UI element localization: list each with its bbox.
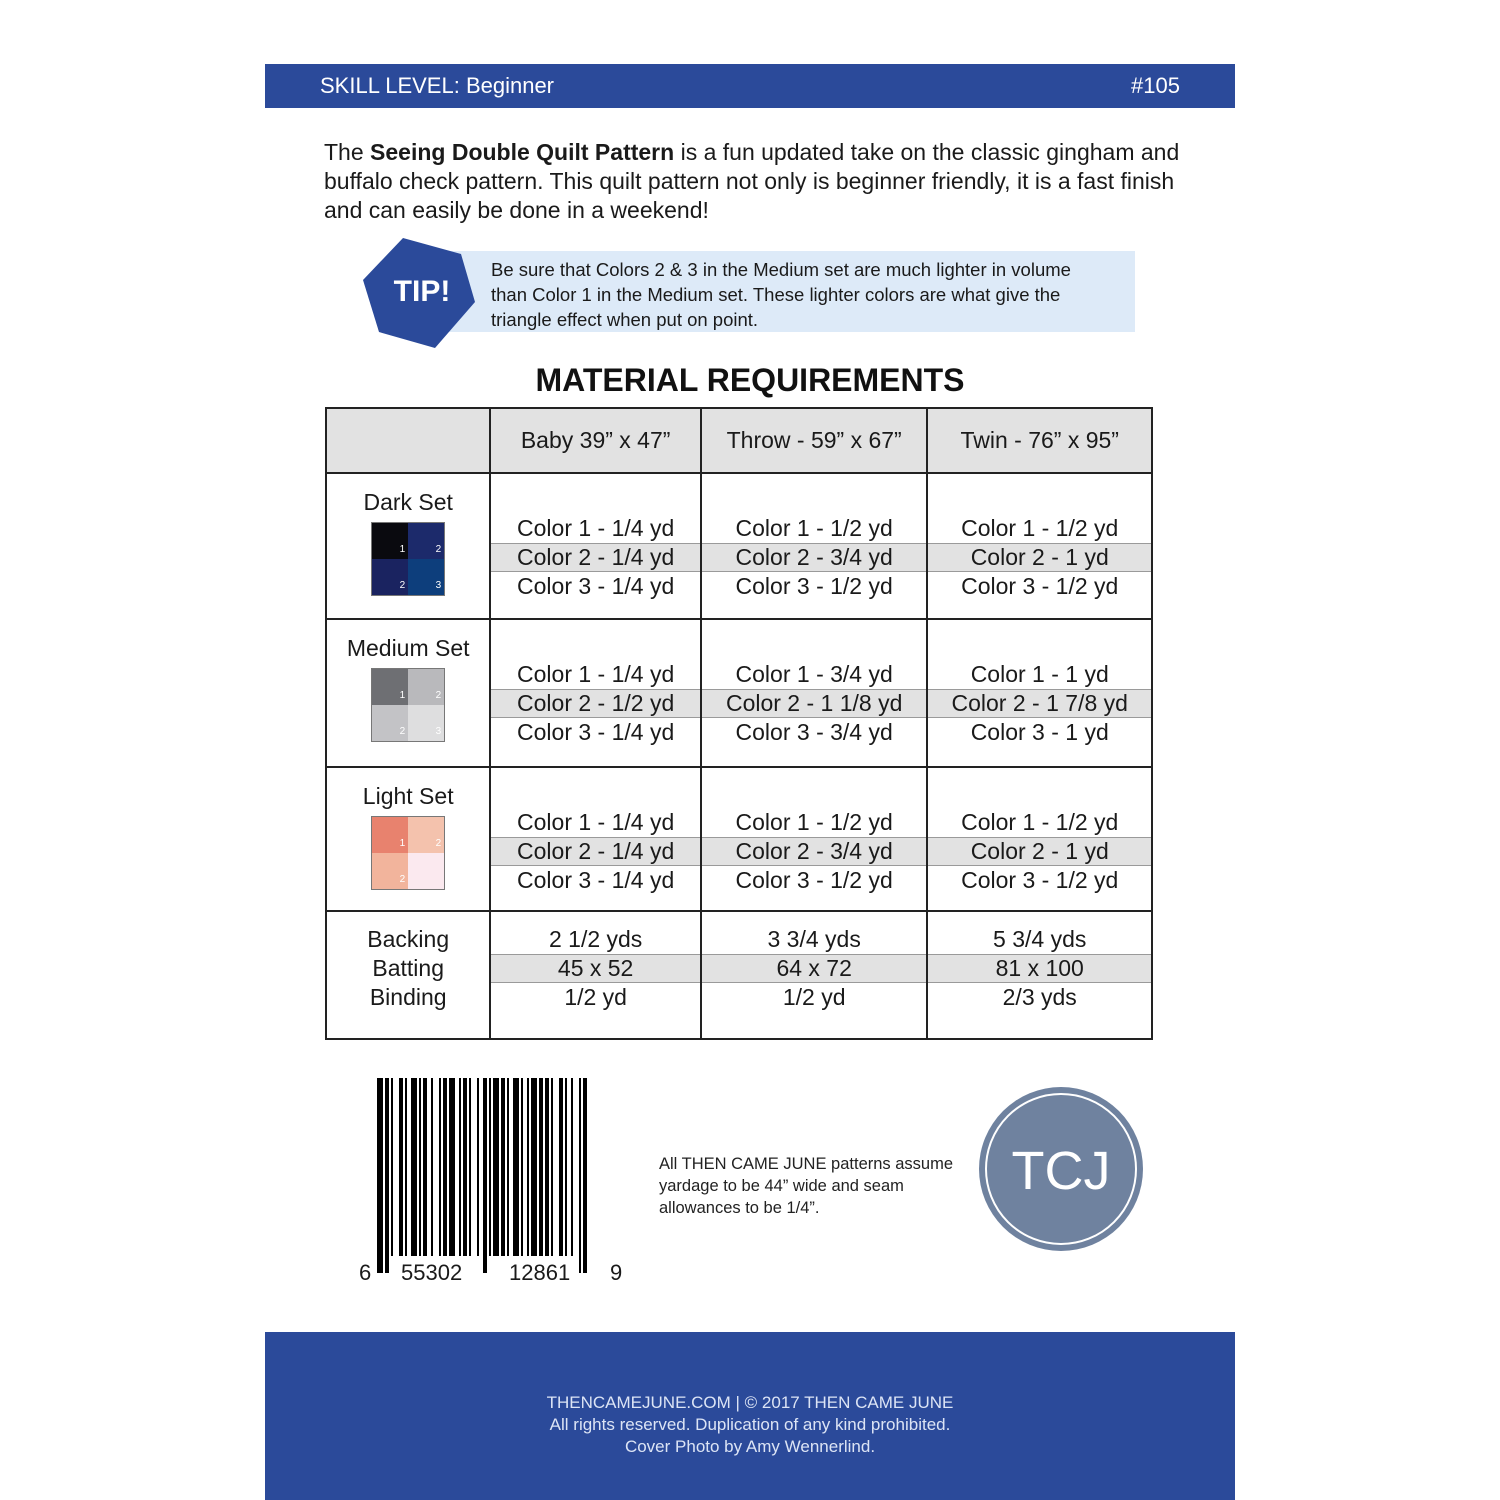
swatch-square xyxy=(408,705,444,741)
barcode-bar xyxy=(463,1078,467,1256)
swatch-number: 3 xyxy=(435,580,442,591)
swatch-number: 1 xyxy=(399,690,406,701)
barcode-bar xyxy=(579,1078,581,1273)
barcode-bar xyxy=(501,1078,505,1256)
header-empty-cell xyxy=(326,408,490,473)
table-header-row xyxy=(326,408,1152,473)
swatch-number: 2 xyxy=(435,690,442,701)
barcode-bar xyxy=(539,1078,543,1256)
values-cell xyxy=(927,767,1152,911)
barcode-bar xyxy=(411,1078,417,1256)
barcode-bar xyxy=(559,1078,563,1256)
barcode-bar xyxy=(459,1078,461,1256)
binding-label: Binding xyxy=(369,984,447,1010)
value-line: Color 2 - 3/4 yd xyxy=(702,837,927,866)
barcode-digit-group: 55302 xyxy=(401,1260,463,1285)
table-row-dark-set xyxy=(326,473,1152,619)
barcode-bar xyxy=(521,1078,523,1256)
value-line: Color 1 - 3/4 yd xyxy=(735,661,893,687)
values-cell xyxy=(701,473,928,619)
barcode-bar xyxy=(545,1078,549,1256)
barcode-bar xyxy=(513,1078,519,1256)
value-line: Color 3 - 1/4 yd xyxy=(517,867,675,893)
value-line: Color 1 - 1/4 yd xyxy=(517,661,675,687)
intro-text: is a fun updated take on the classic gingham and buffalo check pattern. This quilt pattern not only is beginner friendly, it is a fast finish and can easily be done in a weekend! xyxy=(324,139,1180,223)
value-line: Color 3 - 1 yd xyxy=(970,719,1109,745)
barcode-bar xyxy=(423,1078,427,1256)
swatch-square xyxy=(408,853,444,889)
swatch-square xyxy=(372,523,408,559)
swatch-number: 2 xyxy=(399,580,406,591)
intro-paragraph xyxy=(324,138,1194,225)
intro-prefix: The xyxy=(324,139,371,165)
value-line: Color 3 - 1/4 yd xyxy=(517,573,675,599)
finishing-labels xyxy=(327,912,489,1012)
barcode-bar xyxy=(399,1078,403,1256)
skill-level: SKILL LEVEL: Beginner xyxy=(320,73,555,98)
value-line: Color 1 - 1/2 yd xyxy=(735,515,893,541)
values-cell xyxy=(490,911,701,1039)
barcode-bar xyxy=(443,1078,447,1256)
values-cell xyxy=(927,619,1152,767)
value-line: Color 2 - 1/4 yd xyxy=(491,837,700,866)
swatch-square xyxy=(372,705,408,741)
value-line: 81 x 100 xyxy=(928,954,1151,983)
barcode-digit-group: 12861 xyxy=(509,1260,571,1285)
table-row-light-set xyxy=(326,767,1152,911)
footer-photo-credit: Cover Photo by Amy Wennerlind. xyxy=(624,1437,876,1456)
swatch-number: 1 xyxy=(399,838,406,849)
barcode-bar xyxy=(431,1078,433,1256)
medium-set-swatch xyxy=(371,668,445,742)
value-line: 64 x 72 xyxy=(702,954,927,983)
barcode-bar xyxy=(571,1078,573,1256)
skill-level-bar xyxy=(265,64,1235,108)
values-cell xyxy=(927,473,1152,619)
barcode-bar xyxy=(391,1078,393,1256)
barcode-bar xyxy=(527,1078,529,1256)
dark-set-swatch xyxy=(371,522,445,596)
barcode-bar xyxy=(507,1078,509,1256)
swatch-square xyxy=(408,559,444,595)
swatch-square xyxy=(372,669,408,705)
swatch-number: 2 xyxy=(399,874,406,885)
value-line: Color 1 - 1 yd xyxy=(970,661,1109,687)
barcode xyxy=(377,1078,607,1273)
value-line: 3 3/4 yds xyxy=(767,926,861,952)
barcode-bar xyxy=(531,1078,537,1256)
set-name: Light Set xyxy=(362,783,454,809)
tip-badge-label: TIP! xyxy=(393,275,451,308)
swatch-square xyxy=(408,669,444,705)
swatch-square xyxy=(372,853,408,889)
barcode-bar xyxy=(419,1078,421,1256)
value-line: Color 1 - 1/2 yd xyxy=(961,515,1119,541)
swatch-square xyxy=(408,817,444,853)
value-line: Color 1 - 1/2 yd xyxy=(735,809,893,835)
table-row-medium-set xyxy=(326,619,1152,767)
barcode-bar xyxy=(385,1078,389,1273)
material-requirements-table xyxy=(325,407,1153,1040)
values-cell xyxy=(490,619,701,767)
barcode-digit-group: 9 xyxy=(610,1260,623,1285)
value-line: Color 3 - 1/2 yd xyxy=(735,573,893,599)
logo-text: TCJ xyxy=(1011,1141,1111,1201)
values-cell xyxy=(490,767,701,911)
swatch-number: 2 xyxy=(435,838,442,849)
backing-label: Backing xyxy=(367,926,450,952)
barcode-bar xyxy=(477,1078,479,1256)
swatch-number: 1 xyxy=(399,544,406,555)
value-line: Color 1 - 1/4 yd xyxy=(517,515,675,541)
value-line: Color 2 - 1/4 yd xyxy=(491,543,700,572)
values-cell xyxy=(701,767,928,911)
footer-rights: All rights reserved. Duplication of any kind prohibited. xyxy=(549,1415,951,1434)
column-header-baby: Baby 39” x 47” xyxy=(490,408,701,473)
barcode-bar xyxy=(565,1078,567,1256)
value-line: 2 1/2 yds xyxy=(548,926,643,952)
values-cell xyxy=(927,911,1152,1039)
swatch-square xyxy=(408,523,444,559)
value-line: Color 2 - 1 yd xyxy=(928,837,1151,866)
swatch-square xyxy=(372,559,408,595)
row-label-cell xyxy=(326,473,490,619)
value-line: 1/2 yd xyxy=(782,984,846,1010)
material-requirements-title: MATERIAL REQUIREMENTS xyxy=(535,362,965,398)
barcode-bar xyxy=(489,1078,491,1256)
value-line: Color 2 - 1/2 yd xyxy=(491,689,700,718)
barcode-bar xyxy=(439,1078,441,1256)
row-label-cell xyxy=(326,767,490,911)
yardage-disclaimer: All THEN CAME JUNE patterns assume yardage to be 44” wide and seam allowances to be 1/4”. xyxy=(659,1155,954,1217)
barcode-bar xyxy=(469,1078,471,1256)
barcode-digit-group: 6 xyxy=(359,1260,372,1285)
value-line: Color 2 - 3/4 yd xyxy=(702,543,927,572)
tip-text: Be sure that Colors 2 & 3 in the Medium set are much lighter in volume than Color 1 in the Medium set. These lighter colors are what give the triangle effect when put on point. xyxy=(491,259,1071,330)
value-line: 45 x 52 xyxy=(491,954,700,983)
value-line: 1/2 yd xyxy=(564,984,627,1010)
value-line: Color 2 - 1 1/8 yd xyxy=(702,689,927,718)
swatch-number: 2 xyxy=(435,544,442,555)
batting-label: Batting xyxy=(372,955,444,981)
value-line: Color 1 - 1/4 yd xyxy=(517,809,675,835)
light-set-swatch xyxy=(371,816,445,890)
barcode-digits xyxy=(355,1260,635,1290)
value-line: Color 3 - 3/4 yd xyxy=(735,719,893,745)
barcode-bar xyxy=(483,1078,487,1273)
row-label-cell xyxy=(326,911,490,1039)
set-name: Dark Set xyxy=(363,489,453,515)
barcode-bar xyxy=(449,1078,455,1256)
tcj-logo-icon xyxy=(978,1086,1144,1252)
barcode-bar xyxy=(405,1078,407,1256)
value-line: Color 3 - 1/4 yd xyxy=(517,719,675,745)
footer-copyright: THENCAMEJUNE.COM | © 2017 THEN CAME JUNE xyxy=(546,1393,954,1412)
barcode-bar xyxy=(493,1078,499,1256)
value-line: Color 2 - 1 7/8 yd xyxy=(928,689,1151,718)
barcode-bar xyxy=(583,1078,587,1273)
barcode-bar xyxy=(551,1078,553,1256)
value-line: Color 3 - 1/2 yd xyxy=(961,867,1119,893)
swatch-number: 3 xyxy=(435,726,442,737)
barcode-bar xyxy=(377,1078,383,1273)
values-cell xyxy=(490,473,701,619)
value-line: 5 3/4 yds xyxy=(993,926,1087,952)
value-line: Color 3 - 1/2 yd xyxy=(961,573,1119,599)
pattern-name: Seeing Double Quilt Pattern xyxy=(370,139,675,165)
swatch-number: 2 xyxy=(399,726,406,737)
value-line: 2/3 yds xyxy=(1002,984,1077,1010)
set-name: Medium Set xyxy=(346,635,470,661)
value-line: Color 1 - 1/2 yd xyxy=(961,809,1119,835)
column-header-throw: Throw - 59” x 67” xyxy=(701,408,928,473)
pattern-number: #105 xyxy=(1131,73,1180,98)
value-line: Color 2 - 1 yd xyxy=(928,543,1151,572)
values-cell xyxy=(701,911,928,1039)
swatch-square xyxy=(372,817,408,853)
row-label-cell xyxy=(326,619,490,767)
values-cell xyxy=(701,619,928,767)
column-header-twin: Twin - 76” x 95” xyxy=(927,408,1152,473)
table-row-finishing xyxy=(326,911,1152,1039)
pattern-back-cover xyxy=(265,64,1235,1500)
footer-bar xyxy=(265,1332,1235,1500)
value-line: Color 3 - 1/2 yd xyxy=(735,867,893,893)
